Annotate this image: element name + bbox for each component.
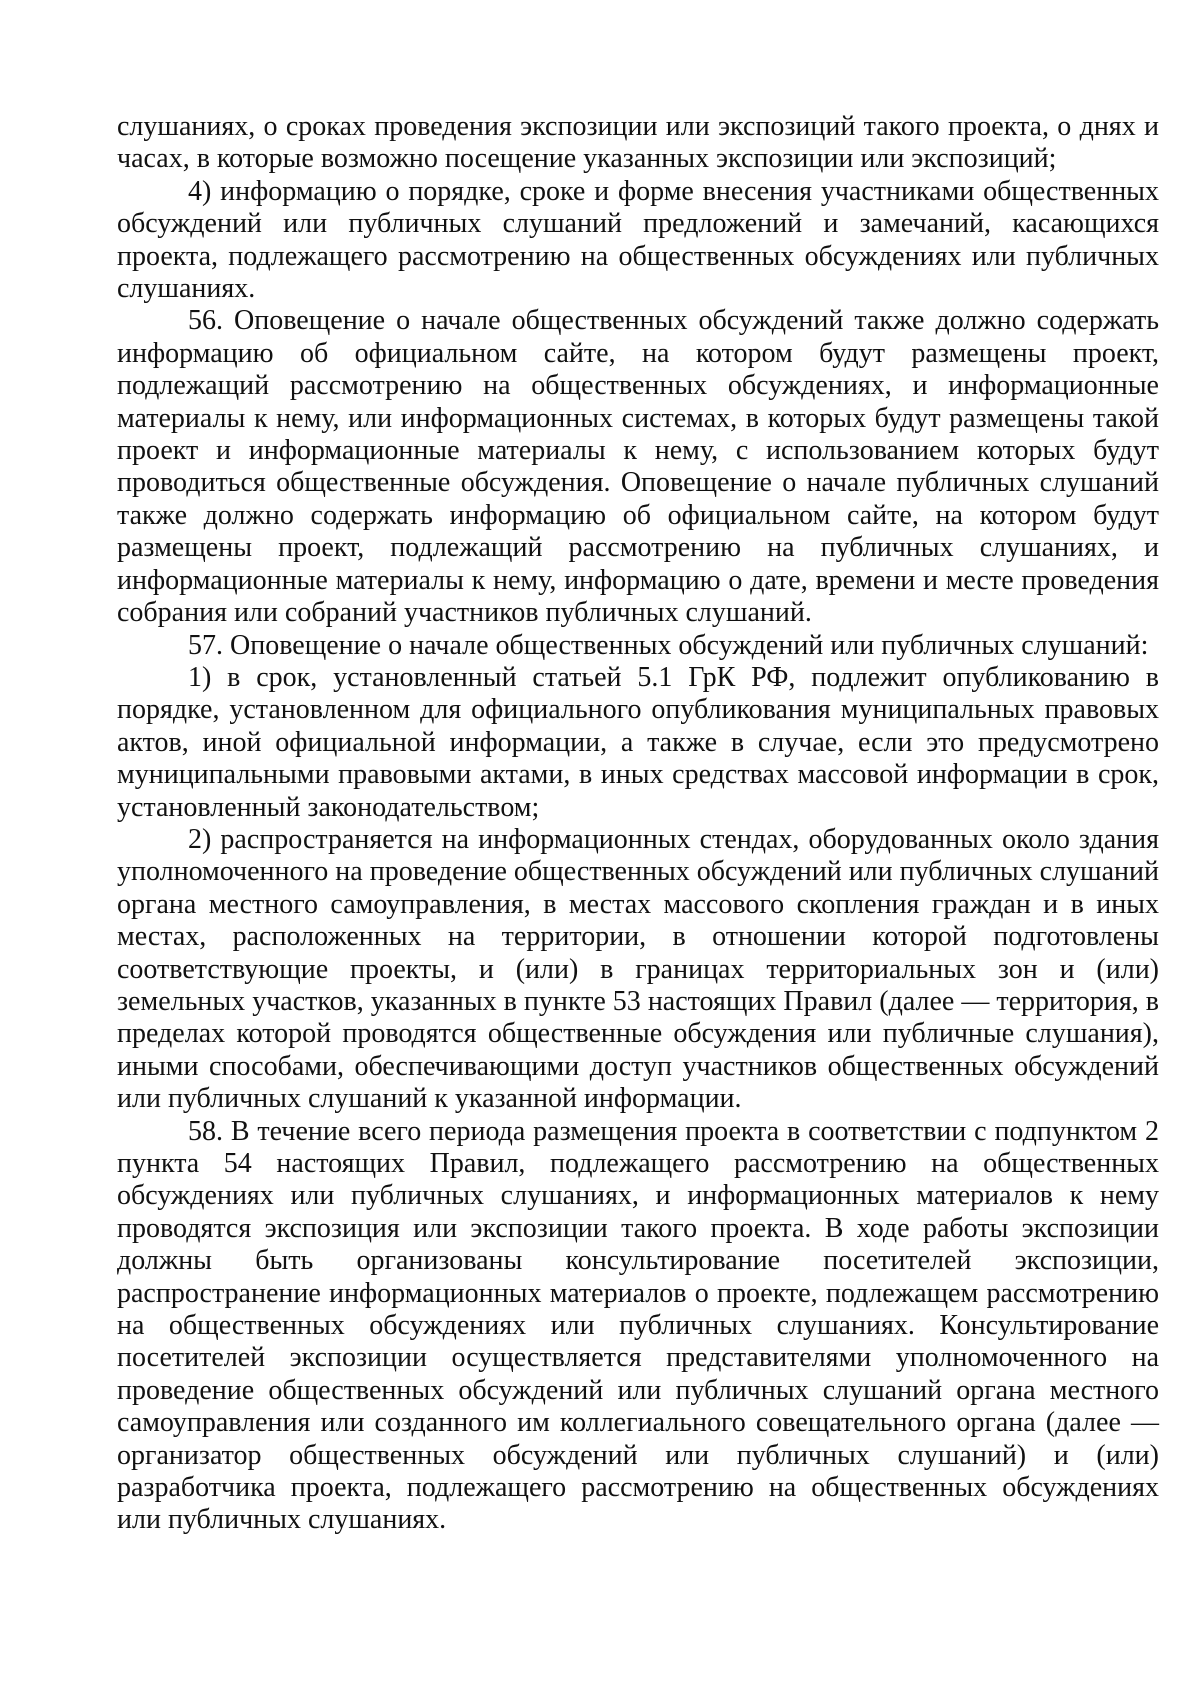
paragraph-57-item-1: 1) в срок, установленный статьей 5.1 ГрК РФ, подлежит опубликованию в порядке, установленном для официального опубликования муниципальных правовых актов, иной официальной информации, а также в случае, если это предусмотрено муниципальными правовыми актами, в иных средствах массовой информации в срок, установленный законодательством; bbox=[117, 661, 1159, 823]
paragraph-56: 56. Оповещение о начале общественных обсуждений также должно содержать информацию об официальном сайте, на котором будут размещены проект, подлежащий рассмотрению на общественных обсуждениях, и информационные материалы к нему, или информационных системах, в которых будут размещены такой проект и информационные материалы к нему, с использованием которых будут проводиться общественные обсуждения. Оповещение о начале публичных слушаний также должно содержать информацию об официальном сайте, на котором будут размещены проект, подлежащий рассмотрению на публичных слушаниях, и информационные материалы к нему, информацию о дате, времени и месте проведения собрания или собраний участников публичных слушаний. bbox=[117, 305, 1159, 629]
paragraph-57-item-2: 2) распространяется на информационных стендах, оборудованных около здания уполномоченного на проведение общественных обсуждений или публичных слушаний органа местного самоуправления, в местах массового скопления граждан и в иных местах, расположенных на территории, в отношении которой подготовлены соответствующие проекты, и (или) в границах территориальных зон и (или) земельных участков, указанных в пункте 53 настоящих Правил (далее — территория, в пределах которой проводятся общественные обсуждения или публичные слушания), иными способами, обеспечивающими доступ участников общественных обсуждений или публичных слушаний к указанной информации. bbox=[117, 823, 1159, 1115]
paragraph-continuation: слушаниях, о сроках проведения экспозиции или экспозиций такого проекта, о днях и часах, в которые возможно посещение указанных экспозиции или экспозиций; bbox=[117, 111, 1159, 175]
paragraph-58: 58. В течение всего периода размещения проекта в соответствии с подпунктом 2 пункта 54 настоящих Правил, подлежащего рассмотрению на общественных обсуждениях или публичных слушаниях, и информационных материалов к нему проводятся экспозиция или экспозиции такого проекта. В ходе работы экспозиции должны быть организованы консультирование посетителей экспозиции, распространение информационных материалов о проекте, подлежащем рассмотрению на общественных обсуждениях или публичных слушаниях. Консультирование посетителей экспозиции осуществляется представителями уполномоченного на проведение общественных обсуждений или публичных слушаний органа местного самоуправления или созданного им коллегиального совещательного органа (далее — организатор общественных обсуждений или публичных слушаний) и (или) разработчика проекта, подлежащего рассмотрению на общественных обсуждениях или публичных слушаниях. bbox=[117, 1115, 1159, 1536]
paragraph-57: 57. Оповещение о начале общественных обсуждений или публичных слушаний: bbox=[188, 629, 1149, 661]
document-page bbox=[117, 111, 1159, 1537]
paragraph-item-4: 4) информацию о порядке, сроке и форме внесения участниками общественных обсуждений или публичных слушаний предложений и замечаний, касающихся проекта, подлежащего рассмотрению на общественных обсуждениях или публичных слушаниях. bbox=[117, 175, 1159, 305]
